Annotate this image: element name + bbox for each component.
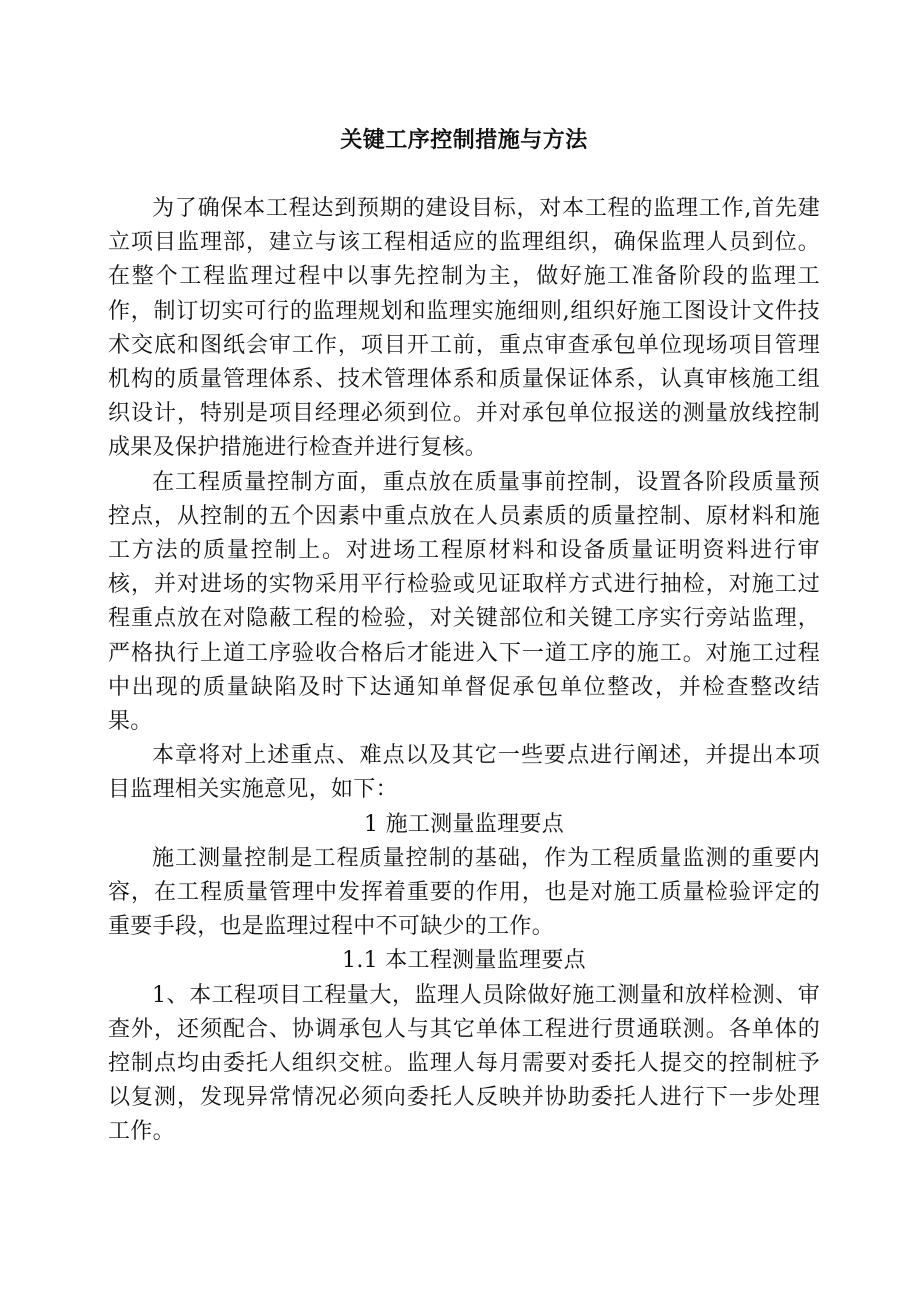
document-page (108, 122, 820, 1150)
paragraph-chapter-summary: 本章将对上述重点、难点以及其它一些要点进行阐述，并提出本项目监理相关实施意见，如下： (108, 743, 820, 803)
section-heading-1: 1 施工测量监理要点 (364, 811, 564, 837)
paragraph-intro: 为了确保本工程达到预期的建设目标，对本工程的监理工作,首先建立项目监理部，建立与该工程相适应的监理组织，确保监理人员到位。在整个工程监理过程中以事先控制为主，做好施工准备阶段的监理工作，制订切实可行的监理规划和监理实施细则,组织好施工图设计文件技术交底和图纸会审工作，项目开工前，重点审查承包单位现场项目管理机构的质量管理体系、技术管理体系和质量保证体系，认真审核施工组织设计，特别是项目经理必须到位。并对承包单位报送的测量放线控制成果及保护措施进行检查并进行复核。 (108, 196, 820, 461)
paragraph-quality-control: 在工程质量控制方面，重点放在质量事前控制，设置各阶段质量预控点，从控制的五个因素中重点放在人员素质的质量控制、原材料和施工方法的质量控制上。对进场工程原材料和设备质量证明资料进行审核，并对进场的实物采用平行检验或见证取样方式进行抽检，对施工过程重点放在对隐蔽工程的检验，对关键部位和关键工序实行旁站监理，严格执行上道工序验收合格后才能进入下一道工序的施工。对施工过程中出现的质量缺陷及时下达通知单督促承包单位整改，并检查整改结果。 (108, 469, 820, 735)
section-heading-1-1: 1.1 本工程测量监理要点 (342, 948, 586, 974)
document-title: 关键工序控制措施与方法 (340, 127, 588, 153)
paragraph-survey-control: 施工测量控制是工程质量控制的基础，作为工程质量监测的重要内容，在工程质量管理中发挥着重要的作用，也是对施工质量检验评定的重要手段，也是监理过程中不可缺少的工作。 (108, 845, 820, 940)
paragraph-survey-point-1: 1、本工程项目工程量大，监理人员除做好施工测量和放样检测、审查外，还须配合、协调承包人与其它单体工程进行贯通联测。各单体的控制点均由委托人组织交桩。监理人每月需要对委托人提交的控制桩予以复测，发现异常情况必须向委托人反映并协助委托人进行下一步处理工作。 (108, 982, 820, 1145)
